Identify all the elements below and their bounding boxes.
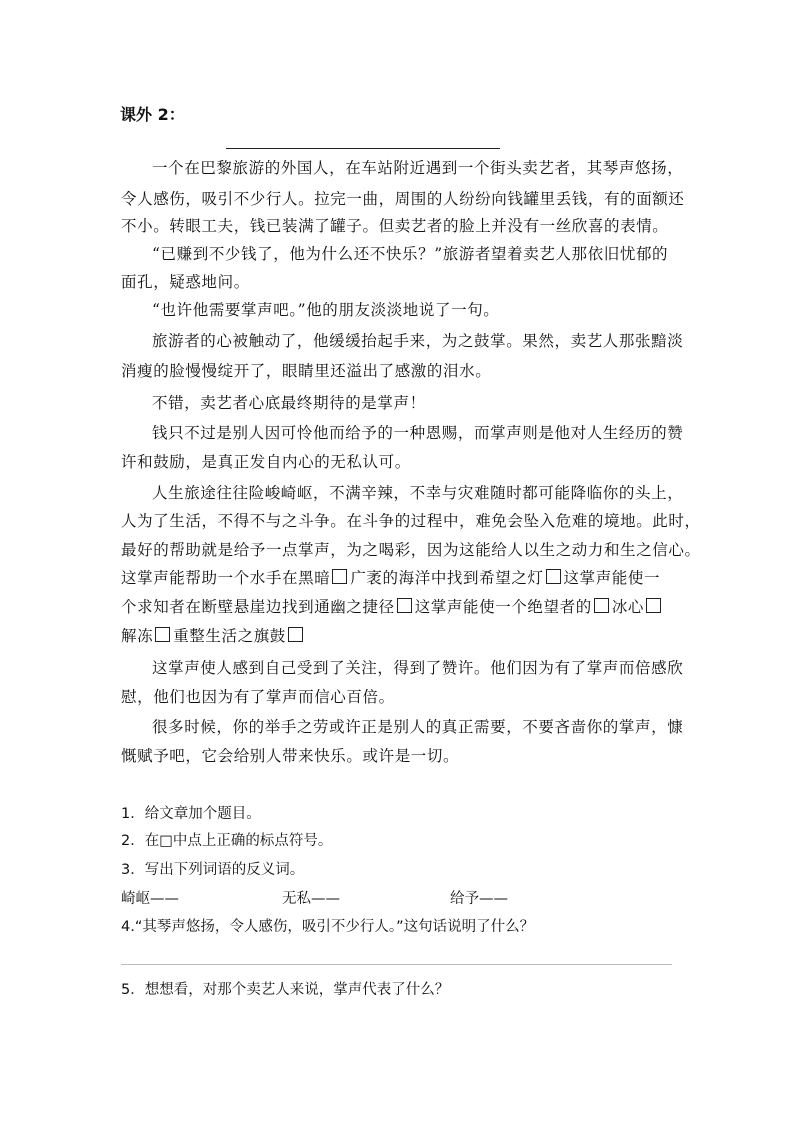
passage-fragment: 广袤的海洋中找到希望之灯	[350, 569, 544, 587]
passage-line: 慰，他们也因为有了掌声而信心百倍。	[121, 688, 395, 706]
passage-line: 旅游者的心被触动了，他缓缓抬起手来，为之鼓掌。果然，卖艺人那张黯淡	[152, 332, 684, 350]
passage-line: “也许他需要掌声吧。”他的朋友淡淡地说了一句。	[152, 301, 500, 319]
passage-line: 慨赋予吧，它会给别人带来快乐。或许是一切。	[121, 747, 460, 765]
answer-line	[121, 964, 672, 965]
passage-fragment: 这掌声能帮助一个水手在黑暗	[121, 569, 331, 587]
passage-line: 这掌声使人感到自己受到了关注，得到了赞许。他们因为有了掌声而倍感欣	[152, 659, 684, 677]
passage-line: 人为了生活，不得不与之斗争。在斗争的过程中，难免会坠入危难的境地。此时，	[121, 512, 701, 530]
punctuation-blank[interactable]	[155, 627, 170, 642]
passage-line: “已赚到不少钱了，他为什么还不快乐？”旅游者望着卖艺人那依旧忧郁的	[152, 245, 669, 263]
passage-fragment: 这掌声能使一个绝望者的	[414, 598, 592, 616]
passage-fragment: 这掌声能使一	[563, 569, 661, 587]
question-4: 4.“其琴声悠扬，令人感伤，吸引不少行人。”这句话说明了什么？	[121, 919, 535, 935]
passage-fragment: 冰心	[611, 598, 645, 616]
passage-fragment: 个求知者在断壁悬崖边找到通幽之捷径	[121, 598, 395, 616]
punctuation-blank[interactable]	[332, 569, 347, 584]
passage-line: 很多时候，你的举手之劳或许正是别人的真正需要，不要吝啬你的掌声，慷	[152, 718, 684, 736]
question-5: 5．想想看，对那个卖艺人来说，掌声代表了什么？	[121, 982, 450, 998]
punctuation-blank[interactable]	[397, 598, 412, 613]
antonym-item: 崎岖——	[121, 891, 179, 907]
passage-line: 面孔，疑惑地问。	[121, 273, 250, 291]
punctuation-blank[interactable]	[646, 598, 661, 613]
passage-line: 人生旅途往往险峻崎岖，不满辛辣，不幸与灾难随时都可能降临你的头上，	[152, 484, 684, 502]
title-blank-line	[226, 148, 500, 149]
passage-line: 不小。转眼工夫，钱已装满了罐子。但卖艺者的脸上并没有一丝欣喜的表情。	[121, 217, 669, 235]
passage-line-with-blanks	[121, 568, 660, 588]
passage-line: 最好的帮助就是给予一点掌声，为之喝彩，因为这能给人以生之动力和生之信心。	[121, 541, 701, 559]
antonym-item: 无私——	[282, 891, 340, 907]
antonym-item: 给予——	[450, 891, 508, 907]
question-2: 2．在□中点上正确的标点符号。	[121, 833, 333, 849]
punctuation-blank[interactable]	[288, 627, 303, 642]
punctuation-blank[interactable]	[546, 569, 561, 584]
passage-line: 许和鼓励，是真正发自内心的无私认可。	[121, 453, 411, 471]
passage-fragment: 解冻	[121, 627, 154, 645]
passage-line: 一个在巴黎旅游的外国人，在车站附近遇到一个街头卖艺者，其琴声悠扬，	[152, 159, 684, 177]
passage-line-with-blanks	[121, 597, 664, 617]
passage-line-with-blanks	[121, 626, 306, 646]
passage-line: 不错，卖艺者心底最终期待的是掌声！	[152, 394, 426, 412]
passage-line: 钱只不过是别人因可怜他而给予的一种恩赐，而掌声则是他对人生经历的赞	[152, 424, 684, 442]
passage-line: 令人感伤，吸引不少行人。拉完一曲，周围的人纷纷向钱罐里丢钱，有的面额还	[121, 190, 685, 208]
question-3: 3．写出下列词语的反义词。	[121, 862, 305, 878]
passage-fragment: 重整生活之旗鼓	[173, 627, 286, 645]
punctuation-blank[interactable]	[594, 598, 609, 613]
question-1: 1．给文章加个题目。	[121, 806, 261, 822]
passage-line: 消瘦的脸慢慢绽开了，眼睛里还溢出了感激的泪水。	[121, 362, 492, 380]
page-title: 课外 2：	[120, 105, 185, 124]
